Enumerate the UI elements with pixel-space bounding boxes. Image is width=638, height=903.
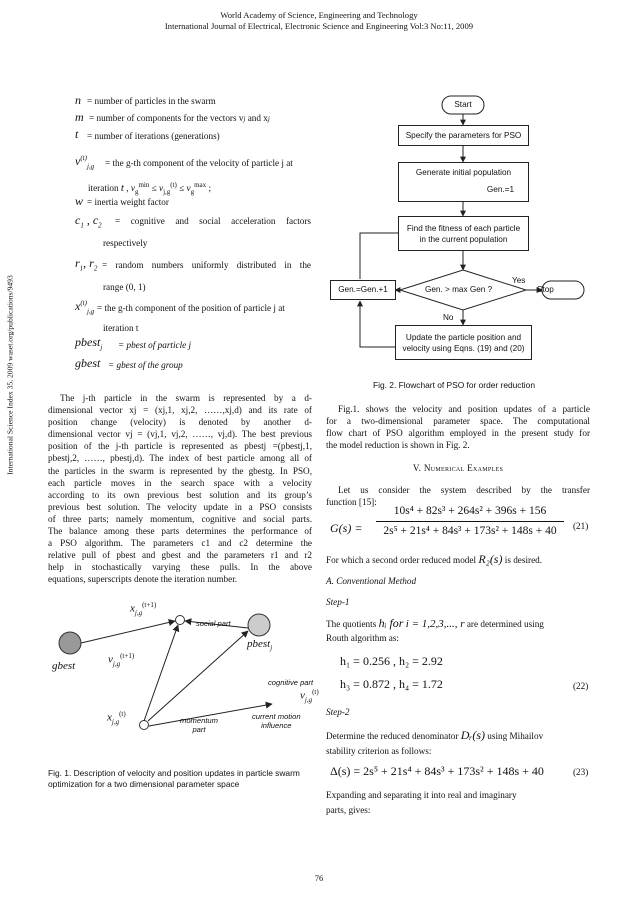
- fig2-caption: Fig. 2. Flowchart of PSO for order reduction: [373, 380, 535, 390]
- text-line: dimensional vector xj = (xj,1, xj,2, ……,xj,d) and its rate of: [48, 405, 312, 416]
- h-values-1: h₁ = 0.256 , h₂ = 2.92: [340, 654, 443, 668]
- step1-heading: Step-1: [326, 597, 350, 607]
- eq22-number: (22): [573, 681, 589, 691]
- subsection-a: A. Conventional Method: [326, 576, 417, 586]
- text-line: position of the j-th particle is represented as pbestj =(pbestj,1,: [48, 441, 312, 452]
- yes-label: Yes: [512, 276, 526, 285]
- text-line: the model reduction is shown in Fig. 2.: [326, 440, 470, 451]
- fitness-box: Find the fitness of each particle in the current population: [398, 216, 529, 251]
- text-line: position change (velocity) is denoted by another d-: [48, 417, 312, 428]
- eq21-denominator: 2s⁵ + 21s⁴ + 84s³ + 173s² + 148s + 40: [383, 525, 557, 537]
- body-paragraph-right: [326, 403, 590, 451]
- text-line: relative pull of pbest and gbest and the parameters r1 and r2: [48, 550, 312, 561]
- expanding-line: Expanding and separating it into real and imaginary: [326, 790, 517, 800]
- page-number: 76: [314, 873, 324, 883]
- decision-label: Gen. > max Gen ?: [425, 285, 493, 294]
- parts-line: parts, gives:: [326, 805, 371, 815]
- journal-title: World Academy of Science, Engineering and Technology: [220, 10, 418, 20]
- next-position-circle: [176, 616, 185, 625]
- specify-box: Specify the parameters for PSO: [398, 125, 529, 146]
- gen-increment-box: Gen.=Gen.+1: [330, 280, 396, 300]
- stop-label: Stop: [537, 285, 554, 294]
- denominator-line: Determine the reduced denominator Dᵣ(s) using Mihailov: [326, 728, 544, 742]
- x-symbol: $x^{(t)}_{j,g}$: [75, 299, 95, 316]
- current-motion-label: current motion influence: [252, 712, 301, 730]
- gbest-circle: [59, 632, 81, 654]
- text-line: help in stochastically varying these pulls. In the above: [48, 562, 312, 573]
- gbest-label: gbest: [52, 660, 76, 672]
- section-heading: V. Numerical Examples: [412, 463, 504, 473]
- text-line: pbestj,2, ……, pbestj,d). The index of best particle among all of: [48, 453, 312, 464]
- v-next-label: $v_{j,g}^{(t+1)}$: [108, 652, 135, 668]
- velocity-arrow: [144, 625, 178, 721]
- journal-subtitle: International Journal of Electrical, Electronic Science and Engineering Vol:3 No:11, 2009: [164, 21, 474, 31]
- generate-box: Generate initial population Gen.=1: [398, 162, 529, 202]
- update-box: Update the particle position and velocity using Eqns. (19) and (20): [395, 325, 532, 360]
- eq23-number: (23): [573, 767, 589, 777]
- text-line: the particles in the swarm is represented by the gbestg. In PSO,: [48, 465, 312, 476]
- social-part-label: social part: [196, 619, 231, 628]
- text-line: The balance among these parts determines the performance of: [48, 526, 312, 537]
- eq21-numerator: 10s⁴ + 82s³ + 264s² + 396s + 156: [393, 505, 547, 517]
- current-position-circle: [140, 721, 149, 730]
- h-values-2: h₃ = 0.872 , h₄ = 1.72: [340, 677, 443, 691]
- momentum-label: momentum part: [180, 716, 218, 734]
- text-line: a PSO algorithm. The parameters c1 and c2 determine the: [48, 538, 312, 549]
- stability-line: stability criterion as follows:: [326, 746, 432, 756]
- routh-line: Routh algorithm as:: [326, 633, 399, 643]
- fig1-caption: Fig. 1. Description of velocity and position updates in particle swarm optimization for a two dimensional parameter space: [48, 768, 300, 789]
- body-paragraph-left: [48, 392, 312, 586]
- text-line: The j-th particle in the swarm is represented by a d-: [60, 393, 312, 403]
- social-arrow: [148, 631, 248, 721]
- text-line: of three parts; namely momentum, cognitive and social parts.: [48, 513, 312, 524]
- text-line: function [15]:: [326, 497, 377, 508]
- cognitive-part-label: cognitive part: [268, 678, 314, 687]
- step2-heading: Step-2: [326, 707, 350, 717]
- no-label: No: [443, 313, 454, 322]
- v-current-label: $v_{j,g}^{(t)}$: [300, 688, 319, 704]
- quotients-line: The quotients hᵢ for i = 1,2,3,..., r are determined using: [326, 616, 544, 630]
- text-line: according to its own previous best solution and its group’s: [48, 489, 312, 500]
- eq21-number: (21): [573, 521, 589, 531]
- x-current-label: $x_{j,g}^{(t)}$: [107, 710, 126, 726]
- x-next-label: $x_{j,g}^{(t+1)}$: [130, 601, 157, 617]
- text-line: Let us consider the system described by the transfer: [338, 485, 590, 495]
- text-line: for a two-dimensional parameter space. The computational: [326, 416, 590, 427]
- v-symbol: $v^{(t)}_{j,g}$: [75, 154, 95, 171]
- start-label: Start: [454, 100, 472, 109]
- text-line: dimensional vector vj = (vj,1, vj,2, ……, vj,d). The best previous: [48, 429, 312, 440]
- eq23: Δ(s) = 2s⁵ + 21s⁴ + 84s³ + 173s² + 148s + 40: [330, 764, 544, 778]
- text-line: flow chart of PSO algorithm employed in the present study for: [326, 428, 590, 439]
- text-line: each particle moves in the search space with a velocity: [48, 477, 312, 488]
- gbest-link: [81, 621, 175, 643]
- reduced-model-line: For which a second order reduced model R₂(s) is desired.: [326, 552, 543, 566]
- text-line: equations, superscripts denote the iteration number.: [48, 574, 238, 585]
- text-line: Fig.1. shows the velocity and position updates of a particle: [338, 404, 590, 414]
- pbest-circle: [248, 614, 270, 636]
- side-index-text: International Science Index 35, 2009 waset.org/publications/9493: [5, 275, 15, 475]
- fraction-bar: [376, 521, 564, 522]
- eq21-lhs: G(s) =: [330, 521, 363, 535]
- text-line: previous best solution. The velocity update in a PSO consists: [48, 501, 312, 512]
- pbest-label: pbest: [247, 638, 271, 650]
